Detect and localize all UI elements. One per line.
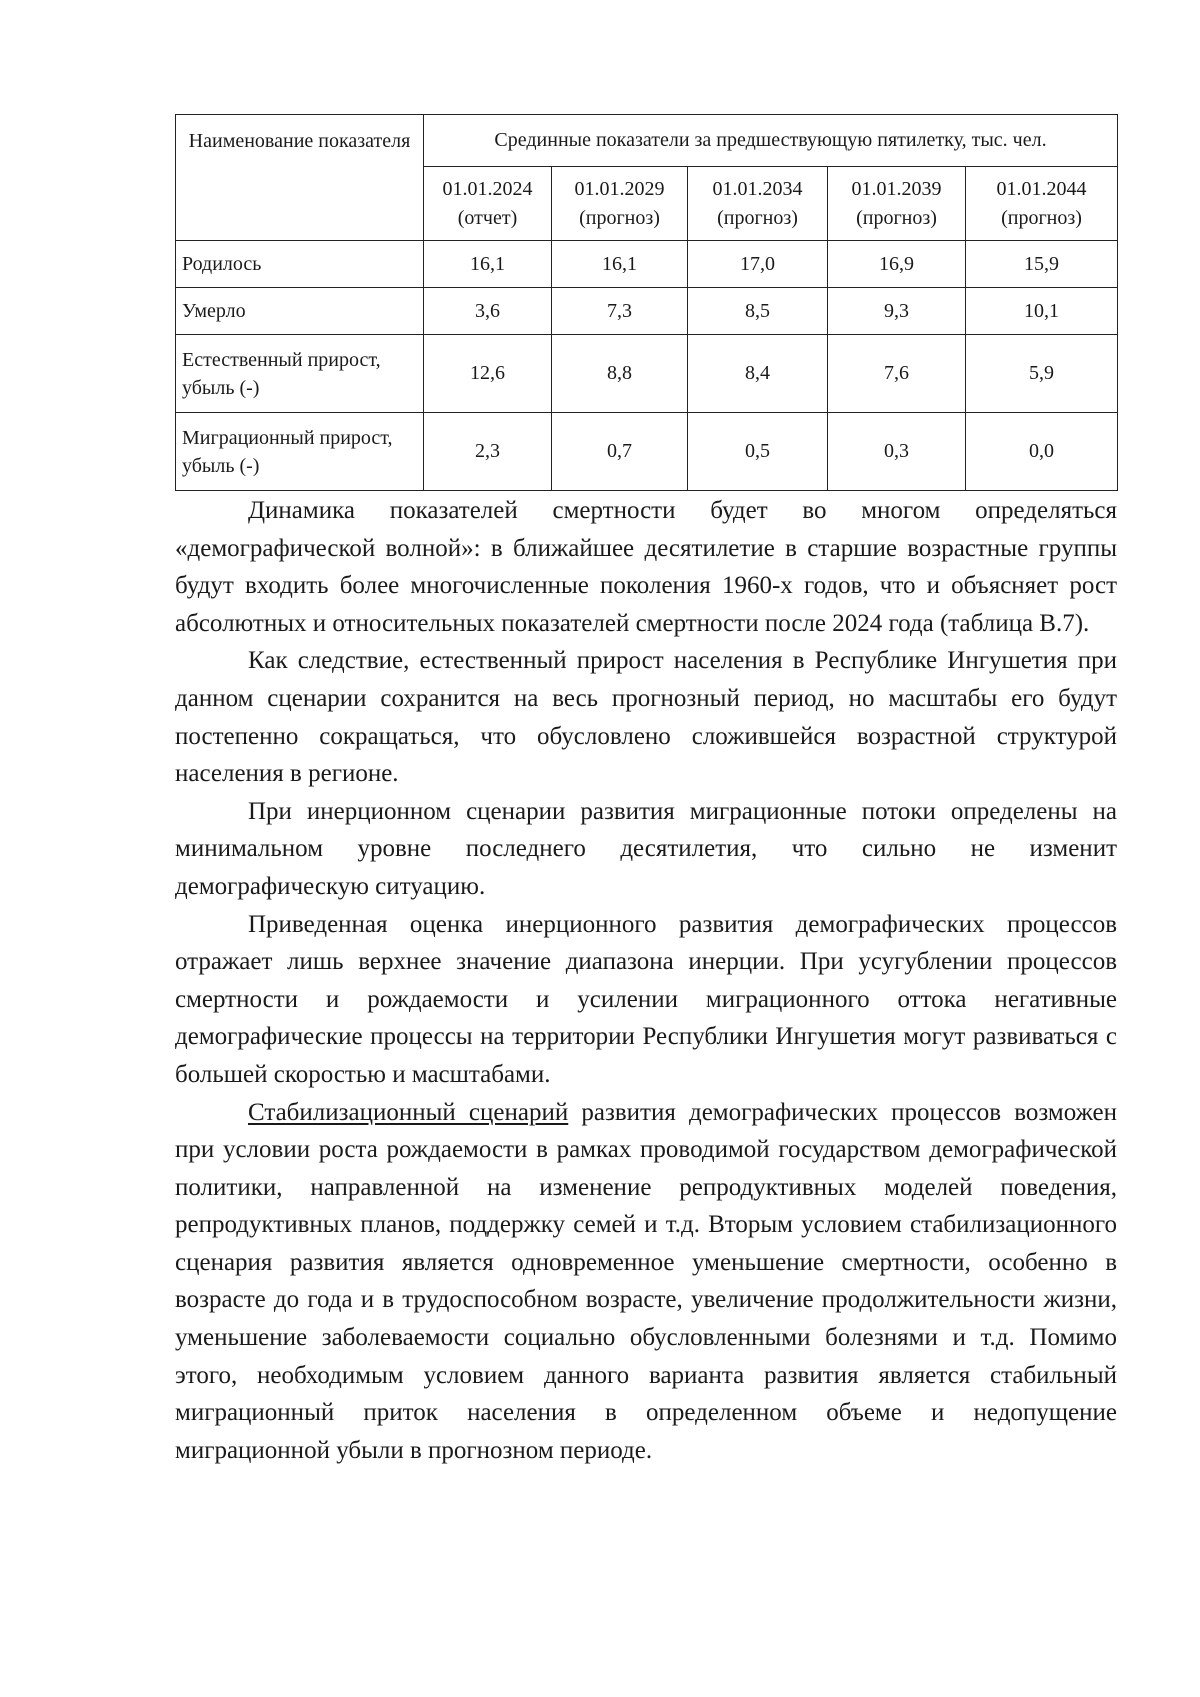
stabilization-scenario-text: развития демографических процессов возможен при условии роста рождаемости в рамках проводимой государством демографической политики, направленной на изменение репродуктивных моделей поведения, репродуктивных планов, поддержку семей и т.д. Вторым условием стабилизационного сценария развития является одновременное уменьшение смертности, особенно в возрасте до года и в трудоспособном возрасте, увеличение продолжительности жизни, уменьшение заболеваемости социально обусловленными болезнями и т.д. Помимо этого, необходимым условием данного варианта развития является стабильный миграционный приток населения в определенном объеме и недопущение миграционной убыли в прогнозном периоде. — [175, 1098, 1118, 1464]
column-note: (прогноз) — [717, 206, 798, 229]
paragraph-natural-increase: Как следствие, естественный прирост населения в Республике Ингушетия при данном сценарии сохранится на весь прогнозный период, но масштабы его будут постепенно сокращаться, что обусловлено сложившейся возрастной структурой населения в регионе. — [175, 647, 1117, 788]
table-row-births — [176, 241, 1118, 288]
table-cell: 16,1 — [552, 241, 688, 288]
table-row-deaths — [176, 288, 1118, 335]
demographic-indicators-table — [175, 114, 1118, 491]
column-header-2024 — [424, 167, 552, 241]
table-cell: 16,1 — [424, 241, 552, 288]
column-note: (отчет) — [457, 206, 518, 229]
table-cell: 16,9 — [828, 241, 966, 288]
table-cell: 7,6 — [828, 335, 966, 413]
column-header-2034 — [688, 167, 828, 241]
table-cell: 17,0 — [688, 241, 828, 288]
table-header-row — [176, 115, 1118, 167]
column-note: (прогноз) — [579, 206, 660, 229]
column-date: 01.01.2039 — [851, 177, 942, 200]
table-cell: 7,3 — [552, 288, 688, 335]
paragraph-mortality-dynamics: Динамика показателей смертности будет во многом определяться «демографической волной»: в ближайшее десятилетие в старшие возрастные группы будут входить более многочисленные поколения 1960-х годов, что и объясняет рост абсолютных и относительных показателей смертности после 2024 года (таблица В.7). — [175, 497, 1117, 637]
column-date: 01.01.2029 — [574, 177, 665, 200]
column-header-2044 — [966, 167, 1118, 241]
table-cell: 3,6 — [424, 288, 552, 335]
table-cell: 9,3 — [828, 288, 966, 335]
table-cell: 0,3 — [828, 413, 966, 491]
column-header-2029 — [552, 167, 688, 241]
table-row-migration-increase — [176, 413, 1118, 491]
stabilization-scenario-term: Стабилизационный сценарий — [248, 1098, 569, 1126]
table-cell: 8,5 — [688, 288, 828, 335]
indicator-name-header: Наименование показателя — [176, 115, 424, 241]
row-label: Умерло — [176, 288, 424, 335]
column-date: 01.01.2024 — [442, 177, 533, 200]
table-cell: 15,9 — [966, 241, 1118, 288]
table-cell: 2,3 — [424, 413, 552, 491]
column-note: (прогноз) — [856, 206, 937, 229]
column-date: 01.01.2044 — [996, 177, 1087, 200]
paragraph-inertia-estimate: Приведенная оценка инерционного развития демографических процессов отражает лишь верхнее значение диапазона инерции. При усугублении процессов смертности и рождаемости и усилении миграционного оттока негативные демографические процессы на территории Республики Ингушетия могут развиваться с большей скоростью и масштабами. — [175, 910, 1117, 1088]
table-cell: 0,7 — [552, 413, 688, 491]
table-cell: 12,6 — [424, 335, 552, 413]
column-date: 01.01.2034 — [712, 177, 803, 200]
column-header-2039 — [828, 167, 966, 241]
document-page — [175, 114, 1117, 1469]
row-label: Миграционный прирост, убыль (-) — [176, 413, 424, 491]
row-label: Родилось — [176, 241, 424, 288]
table-row-natural-increase — [176, 335, 1118, 413]
table-cell: 0,5 — [688, 413, 828, 491]
paragraph-stabilization-scenario — [175, 1094, 1117, 1470]
column-note: (прогноз) — [1001, 206, 1082, 229]
body-text — [175, 492, 1117, 1469]
table-cell: 10,1 — [966, 288, 1118, 335]
table-cell: 0,0 — [966, 413, 1118, 491]
row-label: Естественный прирост, убыль (-) — [176, 335, 424, 413]
median-indicators-header: Срединные показатели за предшествующую пятилетку, тыс. чел. — [424, 115, 1118, 167]
table-cell: 8,4 — [688, 335, 828, 413]
table-cell: 5,9 — [966, 335, 1118, 413]
paragraph-migration-flows: При инерционном сценарии развития миграционные потоки определены на минимальном уровне последнего десятилетия, что сильно не изменит демографическую ситуацию. — [175, 797, 1117, 900]
table-cell: 8,8 — [552, 335, 688, 413]
